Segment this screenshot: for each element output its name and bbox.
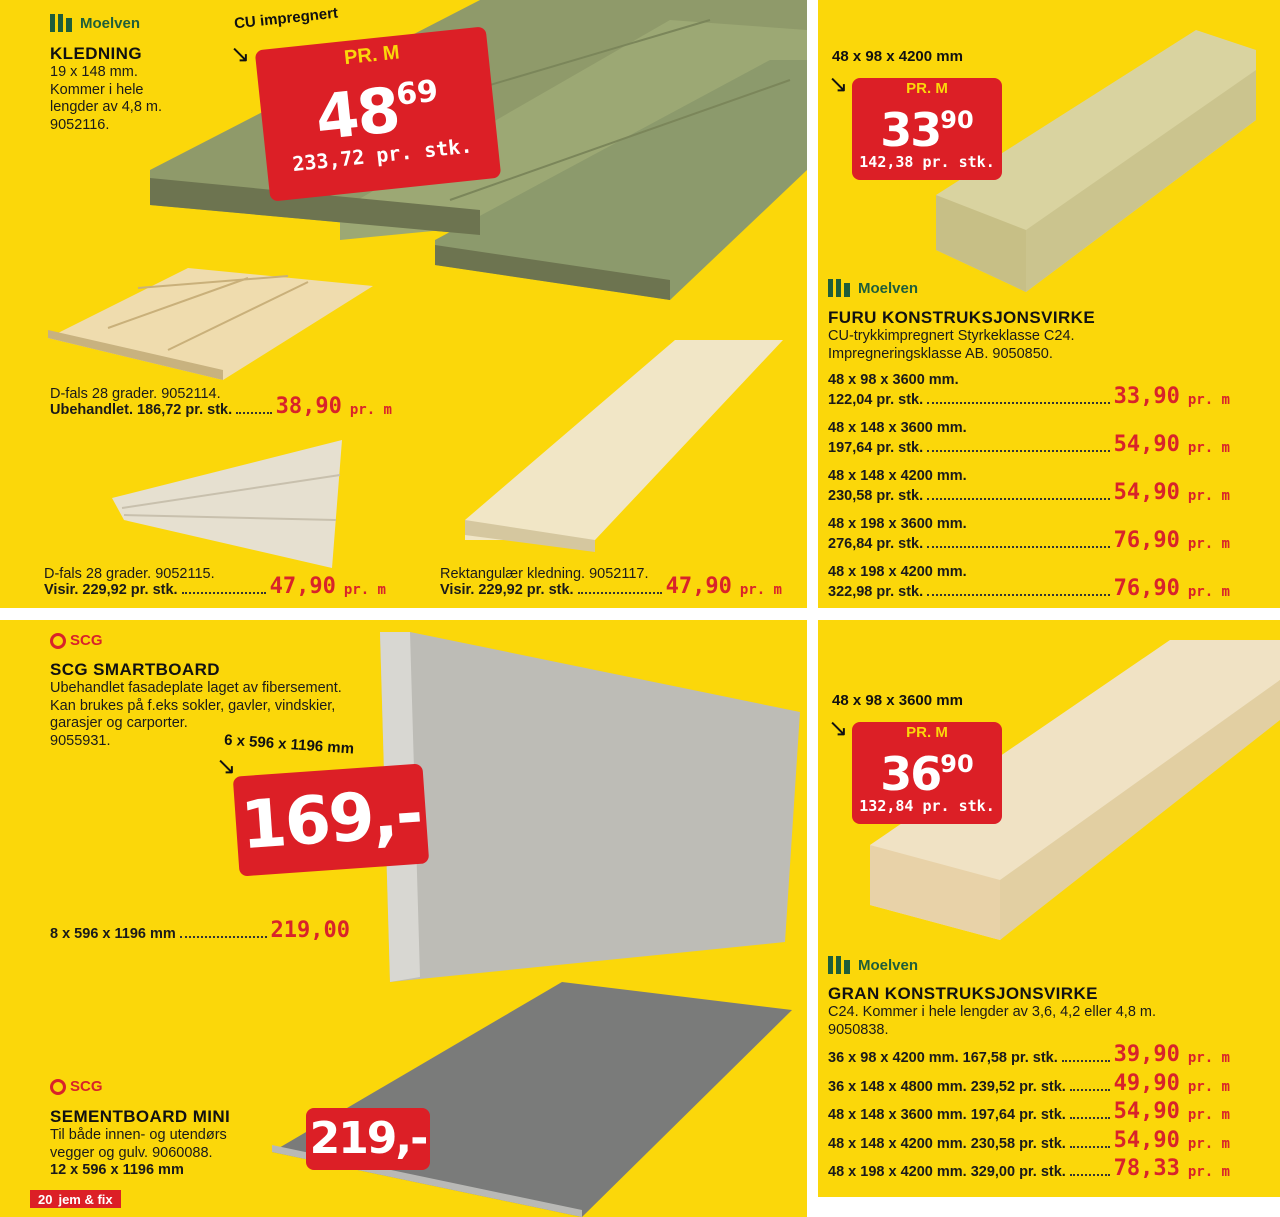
item-a-line1: D-fals 28 grader. 9052114. — [50, 386, 221, 402]
row-price: 54,90 — [1113, 432, 1180, 457]
row-price: 76,90 — [1113, 528, 1180, 553]
row-unit: pr. m — [1187, 1078, 1230, 1095]
badge-int: 36 — [880, 747, 941, 801]
gran-price-row — [828, 1070, 1230, 1096]
row-label: 48 x 198 x 4200 mm. 329,00 pr. stk. — [828, 1164, 1066, 1180]
size-line: 12 x 596 x 1196 mm — [50, 1162, 184, 1178]
scg-icon — [50, 633, 66, 649]
row-label: 36 x 148 x 4800 mm. 239,52 pr. stk. — [828, 1078, 1066, 1095]
row-per-stk: 322,98 pr. stk. — [828, 584, 924, 600]
badge-int: 48 — [312, 73, 402, 155]
badge-int: 33 — [880, 103, 941, 157]
row-price: 76,90 — [1113, 576, 1180, 601]
item-c-line1: Rektangulær kledning. 9052117. — [440, 566, 649, 582]
desc-line: garasjer og carporter. — [50, 715, 188, 731]
badge-head: PR. M — [906, 80, 948, 97]
smartboard-price-badge — [233, 763, 430, 876]
leader-dots — [182, 592, 266, 594]
item-c-price: 47,90 — [665, 574, 732, 599]
badge-head: PR. M — [906, 724, 948, 741]
moelven-text: Moelven — [80, 14, 141, 32]
item-c-line2: Visir. 229,92 pr. stk. — [440, 582, 574, 598]
desc-line: lengder av 4,8 m. — [50, 99, 163, 115]
cu-impregnert-callout: CU impregnert — [233, 4, 339, 33]
row-price: 54,90 — [1113, 480, 1180, 505]
row-price: 49,90 — [1113, 1070, 1180, 1096]
row-unit: pr. m — [1187, 536, 1230, 552]
badge-dec: 90 — [940, 106, 974, 134]
leader-dots — [927, 594, 1109, 596]
kledning-price-badge — [255, 26, 502, 201]
leader-dots — [1070, 1089, 1110, 1091]
desc-line: Impregneringsklasse AB. 9050850. — [828, 345, 1053, 362]
badge-dec: 90 — [940, 750, 974, 778]
row-price: 219,00 — [270, 918, 350, 943]
panel-gran — [818, 620, 1280, 1197]
badge-head: PR. M — [343, 41, 401, 70]
furu-desc — [828, 328, 1075, 363]
leader-dots — [180, 936, 267, 938]
item-b-price-row — [44, 576, 386, 598]
kledning-title: KLEDNING — [50, 44, 142, 63]
callout-arrow-icon: ↘ — [230, 41, 251, 68]
leader-dots — [927, 402, 1109, 404]
item-a-unit: pr. m — [349, 402, 392, 418]
moelven-icon — [50, 14, 72, 32]
gran-price-row — [828, 1101, 1230, 1123]
badge-price — [852, 741, 1002, 801]
row-unit: pr. m — [1187, 440, 1230, 456]
furu-price-row — [828, 482, 1230, 504]
badge-dec: 69 — [394, 73, 440, 113]
desc-line: 9055931. — [50, 732, 111, 749]
scg-text: SCG — [70, 632, 103, 649]
row-per-stk: 276,84 pr. stk. — [828, 536, 924, 552]
row-unit: pr. m — [1187, 1107, 1230, 1123]
gran-price-badge — [852, 722, 1002, 824]
desc-line: C24. Kommer i hele lengder av 3,6, 4,2 eller 4,8 m. — [828, 1004, 1157, 1020]
row-price: 78,33 — [1113, 1156, 1180, 1181]
item-a-price: 38,90 — [275, 394, 342, 419]
leader-dots — [1070, 1146, 1110, 1148]
smartboard-callout: 6 x 596 x 1196 mm — [223, 731, 355, 758]
badge-price: 169,- — [238, 774, 424, 865]
desc-line: Kommer i hele — [50, 81, 144, 98]
furu-price-row — [828, 386, 1230, 408]
desc-line: Kan brukes på f.eks sokler, gavler, vindskier, — [50, 697, 336, 714]
sementboard-price-badge — [306, 1108, 430, 1170]
leader-dots — [927, 450, 1109, 452]
furu-row-size: 48 x 198 x 4200 mm. — [828, 564, 967, 580]
furu-price-row — [828, 434, 1230, 456]
moelven-icon — [828, 956, 850, 974]
furu-row-size: 48 x 198 x 3600 mm. — [828, 516, 967, 532]
furu-title: FURU KONSTRUKSJONSVIRKE — [828, 308, 1096, 327]
furu-price-row — [828, 578, 1230, 600]
panel-furu — [818, 0, 1280, 608]
item-b-line1: D-fals 28 grader. 9052115. — [44, 566, 215, 582]
row-price: 54,90 — [1113, 1127, 1180, 1153]
desc-line: 9052116. — [50, 116, 110, 133]
row-unit: pr. m — [1187, 584, 1230, 600]
row-per-stk: 230,58 pr. stk. — [828, 488, 924, 504]
footer-brand: jem & fix — [58, 1191, 113, 1207]
panel-kledning — [0, 0, 807, 608]
callout-arrow-icon: ↘ — [828, 715, 849, 742]
row-unit: pr. m — [1187, 1164, 1230, 1180]
row-unit: pr. m — [1187, 1135, 1230, 1152]
badge-sub: 142,38 pr. stk. — [859, 153, 995, 171]
row-per-stk: 122,04 pr. stk. — [828, 392, 924, 408]
furu-row-size: 48 x 148 x 3600 mm. — [828, 420, 967, 436]
row-price: 33,90 — [1113, 384, 1180, 409]
kledning-desc — [50, 64, 162, 134]
smartboard-price-row — [50, 920, 350, 942]
item-b-line2: Visir. 229,92 pr. stk. — [44, 582, 178, 598]
scg-text: SCG — [70, 1078, 103, 1095]
furu-price-badge — [852, 78, 1002, 180]
desc-line: vegger og gulv. 9060088. — [50, 1144, 213, 1161]
row-price: 39,90 — [1113, 1042, 1180, 1067]
scg-icon — [50, 1079, 66, 1095]
panel-scg — [0, 620, 807, 1217]
desc-line: Til både innen- og utendørs — [50, 1127, 227, 1143]
item-b-price: 47,90 — [269, 574, 336, 599]
leader-dots — [927, 498, 1109, 500]
gran-desc — [828, 1004, 1156, 1039]
badge-sub: 132,84 pr. stk. — [859, 797, 995, 815]
badge-price — [852, 97, 1002, 157]
row-label: 8 x 596 x 1196 mm — [50, 926, 176, 942]
callout-arrow-icon: ↘ — [828, 71, 849, 98]
sementboard-desc — [50, 1127, 227, 1180]
item-c-price-row — [440, 576, 782, 598]
leader-dots — [236, 412, 271, 414]
smartboard-title: SCG SMARTBOARD — [50, 660, 220, 679]
item-a-line2: Ubehandlet. 186,72 pr. stk. — [50, 402, 233, 418]
scg-logo — [50, 632, 103, 649]
moelven-logo — [50, 14, 140, 32]
item-a-price-row — [50, 396, 392, 418]
furu-price-row — [828, 530, 1230, 552]
furu-row-size: 48 x 148 x 4200 mm. — [828, 468, 967, 484]
gran-title: GRAN KONSTRUKSJONSVIRKE — [828, 984, 1098, 1003]
item-b-unit: pr. m — [343, 582, 386, 598]
badge-price: 219,- — [309, 1113, 427, 1164]
row-label: 48 x 148 x 4200 mm. 230,58 pr. stk. — [828, 1135, 1066, 1152]
furu-row-size: 48 x 98 x 3600 mm. — [828, 372, 959, 388]
page-number: 20 — [38, 1191, 53, 1207]
gran-price-row — [828, 1044, 1230, 1066]
page-footer — [30, 1190, 121, 1208]
row-per-stk: 197,64 pr. stk. — [828, 440, 924, 456]
sementboard-mini-image — [272, 982, 792, 1217]
badge-sub: 233,72 pr. stk. — [291, 133, 474, 177]
row-price: 54,90 — [1113, 1099, 1180, 1124]
desc-line: Ubehandlet fasadeplate laget av fibersement. — [50, 680, 342, 696]
callout-arrow-icon: ↘ — [216, 753, 237, 780]
furu-callout: 48 x 98 x 4200 mm — [832, 48, 963, 65]
scg-logo-2 — [50, 1078, 103, 1095]
row-unit: pr. m — [1187, 1050, 1230, 1066]
gran-price-row — [828, 1127, 1230, 1153]
row-label: 48 x 148 x 3600 mm. 197,64 pr. stk. — [828, 1107, 1066, 1123]
moelven-logo — [828, 279, 918, 297]
row-unit: pr. m — [1187, 392, 1230, 408]
smartboard-image — [380, 632, 800, 982]
rektangulaer-kledning-image — [465, 340, 783, 552]
leader-dots — [578, 592, 662, 594]
row-label: 36 x 98 x 4200 mm. 167,58 pr. stk. — [828, 1050, 1058, 1066]
moelven-text: Moelven — [858, 279, 919, 297]
leader-dots — [1062, 1060, 1110, 1062]
d-fals-ubehandlet-image — [48, 268, 373, 380]
sementboard-title: SEMENTBOARD MINI — [50, 1107, 231, 1126]
moelven-logo — [828, 956, 918, 974]
d-fals-visir-image — [112, 440, 352, 568]
desc-line: CU-trykkimpregnert Styrkeklasse C24. — [828, 328, 1075, 344]
leader-dots — [1070, 1117, 1110, 1119]
desc-line: 9050838. — [828, 1021, 889, 1038]
row-unit: pr. m — [1187, 488, 1230, 504]
gran-price-row — [828, 1158, 1230, 1180]
gran-callout: 48 x 98 x 3600 mm — [832, 692, 963, 709]
item-c-unit: pr. m — [739, 582, 782, 598]
desc-line: 19 x 148 mm. — [50, 64, 138, 80]
leader-dots — [927, 546, 1109, 548]
moelven-icon — [828, 279, 850, 297]
moelven-text: Moelven — [858, 956, 919, 974]
leader-dots — [1070, 1174, 1110, 1176]
